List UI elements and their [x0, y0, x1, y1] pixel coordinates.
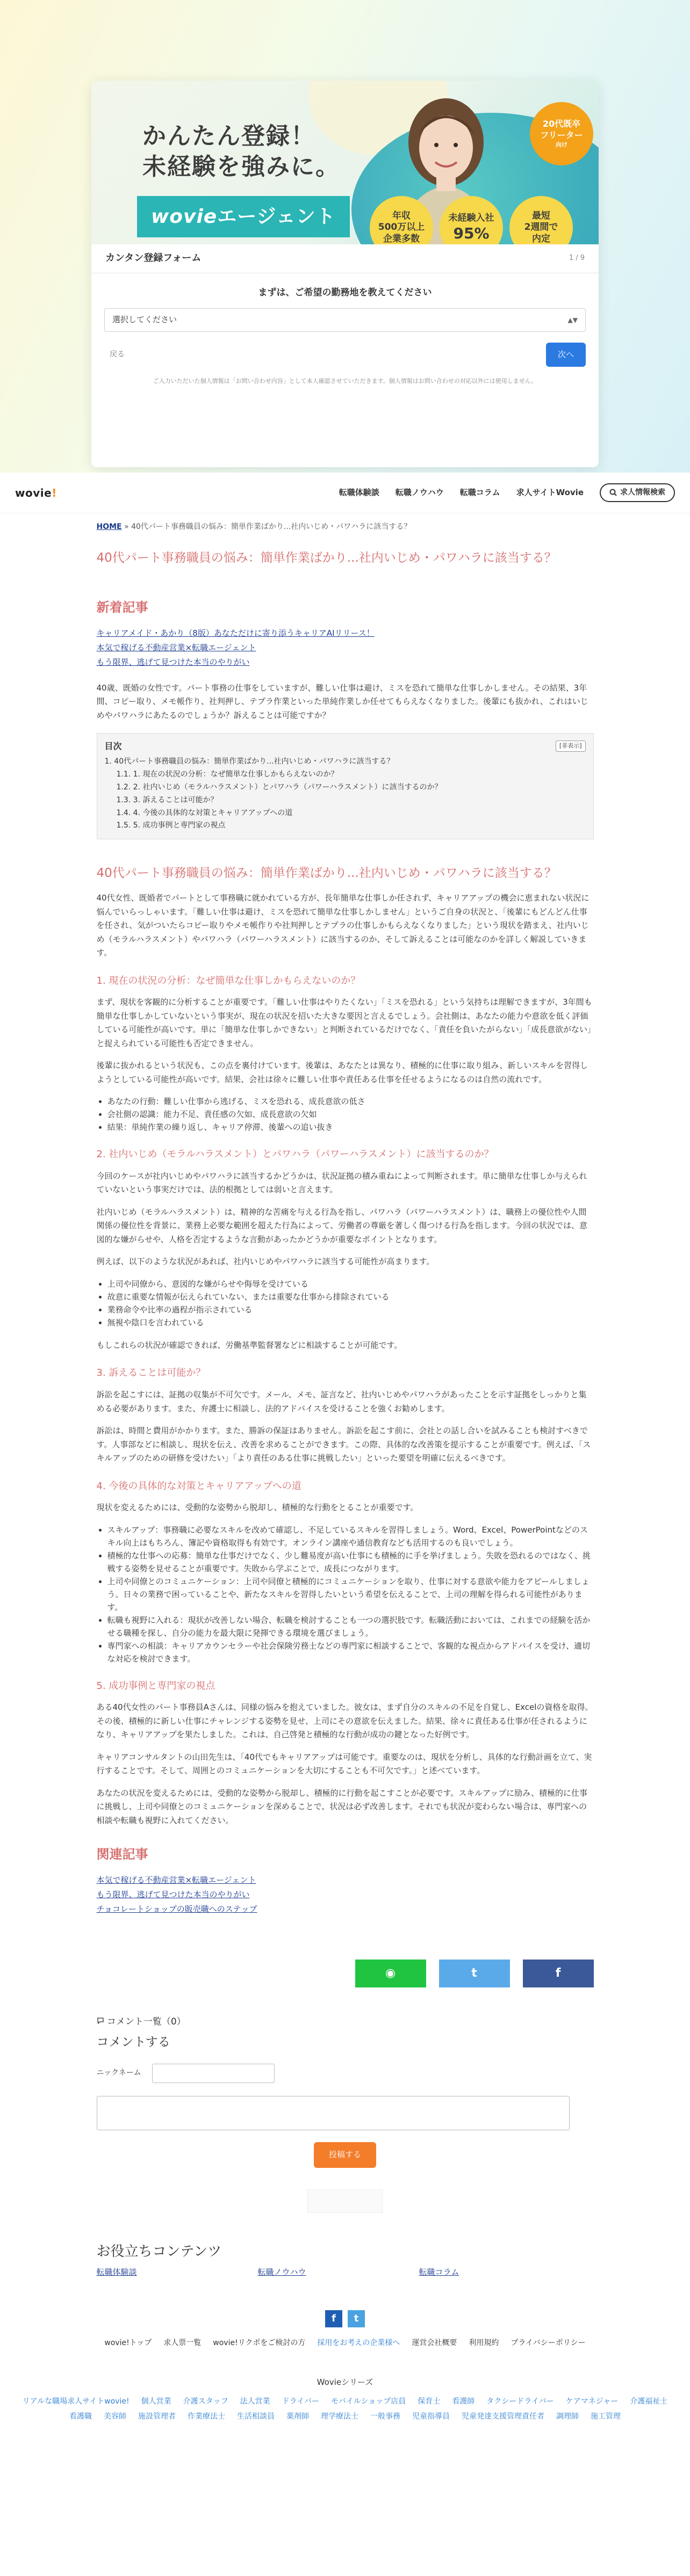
useful-link[interactable]: 転職ノウハウ [257, 2267, 306, 2277]
toc-link[interactable]: 1.3. 3. 訴えることは可能か？ [116, 795, 218, 804]
footer-social [0, 2310, 690, 2327]
main-nav [339, 483, 675, 503]
toc-link[interactable]: 1. 40代パート事務職員の悩み：簡単作業ばかり...社内いじめ・パワハラに該当する？ [104, 757, 394, 766]
banner-title-line: 未経験を強みに。 [142, 153, 340, 181]
toc-toggle-button[interactable]: [非表示] [556, 741, 586, 752]
share-line-button[interactable] [355, 1960, 426, 1987]
facebook-icon: f [555, 1967, 561, 1980]
article-paragraph: 40代女性、既婚者でパートとして事務職に就かれている方が、長年簡単な仕事しか任されず、キャリアアップの機会に恵まれない状況に悩んでいらっしゃいます。「難しい仕事は避け、ミスを恐れて簡単な仕事しかしません」というご自身の状況と、「後輩にもどんどん仕事を任され、気がついたらコピー取りやメモ帳作りや社判押しとテプラの仕事しかもらえなくなりました」という現状を踏まえ、社内いじめ（モラルハラスメント）やパワハラ（パワーハラスメント）に該当するのか、そして訴えることは可能なのかを詳しく解説していきます。 [96, 893, 590, 958]
logo-excl: ! [52, 486, 57, 499]
list-item: • 上司や同僚から、意図的な嫌がらせや侮辱を受けている [107, 1278, 594, 1290]
footer-link[interactable]: プライバシーポリシー [511, 2339, 586, 2348]
list-item: • あなたの行動：難しい仕事から逃げる、ミスを恐れる、成長意欲の低さ [107, 1095, 594, 1108]
toc-link[interactable]: 1.5. 5. 成功事例と専門家の視点 [116, 821, 226, 830]
badge-text: 年収 [392, 211, 411, 222]
facebook-icon[interactable]: f [325, 2310, 342, 2327]
hero-section [0, 0, 690, 473]
series-link[interactable]: 調理師 [556, 2412, 579, 2421]
twitter-icon[interactable]: t [348, 2310, 365, 2327]
list-item: • 業務命令や比率の過程が指示されている [107, 1303, 594, 1316]
article-heading: 40代パート事務職員の悩み：簡単作業ばかり...社内いじめ・パワハラに該当する？ [96, 866, 557, 881]
badge-text: 最短 [532, 211, 550, 222]
footer-link[interactable]: 利用規約 [469, 2339, 499, 2348]
toc-link[interactable]: 1.2. 2. 社内いじめ（モラルハラスメント）とパワハラ（パワーハラスメント）に該当するのか？ [116, 782, 442, 792]
nav-item-knowhow[interactable]: 転職ノウハウ [395, 487, 444, 497]
article-paragraph: 訴訟は、時間と費用がかかります。また、勝訴の保証はありません。訴訟を起こす前に、会社との話し合いを試みることも検討すべきです。人事部などに相談し、現状を伝え、改善を求めることができます。この際、具体的な改善策を提示することが重要です。例えば、「スキルアップのための研修を受けたい」「より責任のある仕事に挑戦したい」といった要望を明確に伝えるべきです。 [96, 1426, 591, 1463]
series-link[interactable]: 薬剤師 [286, 2412, 309, 2421]
comment-icon [97, 2017, 104, 2024]
series-link[interactable]: ケアマネジャー [565, 2397, 619, 2406]
article-paragraph: まず、現状を客観的に分析することが重要です。「難しい仕事はやりたくない」「ミスを恐れる」という気持ちは理解できますが、3年間も簡単な仕事しかしていないという事実が、現在の状況を招いた大きな要因と言えるでしょう。会社側は、あなたの能力や意欲を低く評価している可能性が高いです。単に「簡単な仕事しかできない」と判断されているだけでなく、「責任を負いたがらない」「成長意欲がない」と捉えられている可能性も否定できません。 [96, 997, 592, 1048]
section-heading: 1. 現在の状況の分析：なぜ簡単な仕事しかもらえないのか？ [96, 975, 361, 986]
footer-link[interactable]: 運営会社概要 [412, 2339, 457, 2348]
badge-target [530, 102, 593, 165]
series-link[interactable]: 児童指導員 [412, 2412, 450, 2421]
new-articles-heading: 新着記事 [96, 599, 148, 615]
toc-item[interactable] [105, 794, 586, 807]
series-link[interactable]: 看護職 [69, 2412, 92, 2421]
logo-text: wovie [15, 486, 52, 499]
series-link[interactable]: 理学療法士 [321, 2412, 358, 2421]
series-link[interactable]: 看護師 [452, 2397, 475, 2406]
series-link[interactable]: 介護福祉士 [630, 2397, 668, 2406]
list-item: • スキルアップ：事務職に必要なスキルを改めて確認し、不足しているスキルを習得しましょう。Word、Excel、PowerPointなどのスキル向上はもちろん、簿記や資格取得も有効です。オンライン講座や通信教育なども活用するのも良いでしょう。 [107, 1523, 594, 1549]
form-body [91, 273, 599, 398]
useful-content [97, 2240, 594, 2280]
list-item: • 上司や同僚とのコミュニケーション：上司や同僚と積極的にコミュニケーションを取り、仕事に対する意欲や能力をアピールしましょう。日々の業務で困っていることや、新たなスキルを習得したいという希望を伝えることで、上司の理解を得られる可能性があります。 [107, 1575, 594, 1614]
footer-link[interactable]: wovie!リクポをご検討の方 [213, 2339, 306, 2348]
page-title: 40代パート事務職員の悩み：簡単作業ばかり...社内いじめ・パワハラに該当する？ [96, 550, 557, 565]
toc-link[interactable]: 1.1. 1. 現在の状況の分析：なぜ簡単な仕事しかもらえないのか？ [116, 770, 339, 779]
share-buttons [97, 1960, 594, 1987]
useful-link[interactable]: 転職体験談 [96, 2267, 137, 2277]
badge-value: 95% [453, 224, 490, 243]
table-of-contents [97, 733, 594, 839]
list-item: • 故意に重要な情報が伝えられていない、または重要な仕事から排除されている [107, 1290, 594, 1303]
brand-latin: wovie [151, 206, 218, 228]
useful-heading: お役立ちコンテンツ [96, 2243, 222, 2260]
list-item: • 無視や陰口を言われている [107, 1316, 594, 1329]
series-link[interactable]: 児童発達支援管理責任者 [462, 2412, 544, 2421]
badge-text: 向け [556, 141, 567, 148]
article-paragraph: 後輩に抜かれるという状況も、この点を裏付けています。後輩は、あなたとは異なり、積極的に仕事に取り組み、新しいスキルを習得しようとしている可能性が高いです。結果、会社は徐々に難しい仕事や責任ある仕事を任せるようになるのは自然の流れです。 [96, 1061, 588, 1084]
section-heading: 2. 社内いじめ（モラルハラスメント）とパワハラ（パワーハラスメント）に該当するのか？ [96, 1149, 494, 1160]
site-footer [0, 2310, 690, 2434]
toc-item[interactable] [105, 756, 586, 768]
comments-section [97, 2014, 594, 2212]
series-link[interactable]: 個人営業 [141, 2397, 171, 2406]
toc-list [105, 756, 586, 832]
list-item: • 転職も視野に入れる：現状が改善しない場合、転職を検討することも一つの選択肢です。転職活動においては、これまでの経験を活かせる職種を探し、自分の能力を最大限に発揮できる環境を選びましょう。 [107, 1614, 594, 1639]
select-value: 選択してください [112, 315, 177, 325]
comments-count-label: コメント一覧（0） [106, 2016, 186, 2028]
badge-text: 20代既卒 [542, 119, 581, 129]
form-title: カンタン登録フォーム [105, 252, 202, 264]
signup-card [91, 81, 599, 467]
banner-title-line: かんたん登録！ [142, 122, 315, 150]
article-paragraph: 今回のケースが社内いじめやパワハラに該当するかどうかは、状況証拠の積み重ねによって判断されます。単に簡単な仕事しか与えられていないという事実だけでは、法的根拠としては弱いと言えます。 [96, 1171, 587, 1195]
main-content [97, 513, 594, 2279]
toc-title: 目次 [104, 741, 122, 752]
toc-item[interactable] [105, 819, 586, 832]
agent-banner[interactable] [91, 81, 599, 244]
share-twitter-button[interactable] [439, 1960, 510, 1987]
useful-links [97, 2266, 594, 2280]
list-item: • 専門家への相談：キャリアカウンセラーや社会保険労務士などの専門家に相談することで、客観的な視点からアドバイスを受け、適切な対応を検討できます。 [107, 1639, 594, 1665]
next-button[interactable]: 次へ [546, 343, 586, 367]
badge-text: 企業多数 [383, 233, 420, 244]
footer-link[interactable]: wovie!トップ [104, 2339, 152, 2348]
form-step: 1 / 9 [569, 254, 585, 263]
breadcrumb [97, 521, 594, 534]
series-link[interactable]: タクシードライバー [486, 2397, 554, 2406]
list-item: • 積極的な仕事への応募：簡単な仕事だけでなく、少し難易度が高い仕事にも積極的に手を挙げましょう。失敗を恐れるのではなく、挑戦する姿勢を見せることが重要です。失敗から学ぶことで、成長につながります。 [107, 1549, 594, 1575]
bullet-list [100, 1095, 594, 1134]
form-privacy-note: ご入力いただいた個人情報は「お問い合わせ内容」として本人確認させていただきます。個人情報はお問い合わせの対応以外には使用しません。 [153, 378, 537, 385]
related-link[interactable]: もう限界、逃げて見つけた本当のやりがい [96, 1890, 250, 1900]
toc-link[interactable]: 1.4. 4. 今後の具体的な対策とキャリアアップへの道 [116, 808, 293, 817]
series-links [12, 2396, 678, 2434]
toc-item[interactable] [105, 807, 586, 820]
site-header [0, 473, 690, 513]
badge-text: 2週間で [524, 222, 558, 233]
nav-item-wovie-site[interactable]: 求人サイトWovie [516, 487, 584, 497]
breadcrumb-current: 40代パート事務職員の悩み：簡単作業ばかり...社内いじめ・パワハラに該当する？ [131, 523, 412, 531]
article-paragraph: 社内いじめ（モラルハラスメント）は、精神的な苦痛を与える行為を指し、パワハラ（パワーハラスメント）は、職務上の優位性や人間関係の優位性を背景に、業務上必要な範囲を超えた行為によって、労働者の尊厳を著しく傷つける行為を指します。今回の状況では、意図的な嫌がらせや、人格を否定するような言動があったかどうかが重要なポイントとなります。 [96, 1207, 588, 1244]
comment-form-heading: コメントする [96, 2035, 170, 2049]
share-facebook-button[interactable] [523, 1960, 594, 1987]
line-icon: ◉ [385, 1967, 396, 1980]
series-link[interactable]: 作業療法士 [188, 2412, 225, 2421]
series-link[interactable]: リアルな職場求人サイトwovie! [22, 2397, 130, 2406]
series-heading: Wovieシリーズ [317, 2377, 373, 2387]
nickname-label: ニックネーム [96, 2069, 141, 2078]
new-article-link[interactable]: キャリアメイド・あかり（8版）あなただけに寄り添うキャリアAIリリース！ [96, 628, 375, 638]
brand-jp: エージェント [217, 206, 336, 228]
breadcrumb-home[interactable]: HOME [96, 523, 122, 531]
series-link[interactable]: 施設管理者 [138, 2412, 176, 2421]
section-heading: 3. 訴えることは可能か？ [96, 1367, 206, 1379]
chevron-down-icon: ▲▼ [567, 316, 578, 324]
badge-text: フリーター [540, 129, 583, 140]
series-link[interactable]: 生活相談員 [237, 2412, 275, 2421]
related-heading: 関連記事 [96, 1847, 148, 1862]
bullet-list [100, 1523, 594, 1665]
breadcrumb-separator: » [124, 523, 129, 531]
new-article-link[interactable]: 本気で稼げる不動産営業×転職エージェント [96, 642, 256, 652]
submit-wrap [97, 2142, 594, 2168]
search-icon [609, 489, 617, 496]
related-list [97, 1873, 594, 1917]
badge-text: 内定 [532, 233, 550, 244]
nickname-input[interactable] [152, 2064, 275, 2083]
nav-item-experiences[interactable]: 転職体験談 [339, 487, 379, 497]
form-actions [104, 343, 586, 367]
list-item: • 結果：単純作業の繰り返し、キャリア停滞、後輩への追い抜き [107, 1121, 594, 1134]
list-item: • 会社側の認識：能力不足、責任感の欠如、成長意欲の欠如 [107, 1108, 594, 1121]
article-paragraph: ある40代女性のパート事務員Aさんは、同様の悩みを抱えていました。彼女は、まず自分のスキルの不足を自覚し、Excelの資格を取得。その後、積極的に新しい仕事にチャレンジする姿勢を見せ、上司にその意欲を伝えました。結果、徐々に責任ある仕事が任されるようになり、キャリアアップを果たしました。これは、自己啓発と積極的な行動が成功の鍵となった好例です。 [96, 1702, 593, 1740]
submit-comment-button[interactable]: 投稿する [314, 2142, 376, 2168]
footer-link[interactable]: 採用をお考えの企業様へ [317, 2339, 400, 2348]
article-body [97, 863, 594, 1827]
article-paragraph: 例えば、以下のような状況があれば、社内いじめやパワハラに該当する可能性が高まります。 [96, 1257, 435, 1267]
job-search-label: 求人情報検索 [620, 488, 665, 497]
toc-item[interactable] [105, 781, 586, 794]
nav-item-column[interactable]: 転職コラム [459, 487, 500, 497]
article-paragraph: キャリアコンサルタントの山田先生は、「40代でもキャリアアップは可能です。重要なのは、現状を分析し、具体的な行動計画を立て、実行することです。そして、周囲とのコミュニケーションを大切にすることも不可欠です。」と述べています。 [96, 1752, 592, 1776]
form-question: まずは、ご希望の勤務地を教えてください [258, 287, 432, 298]
new-article-link[interactable]: もう限界、逃げて見つけた本当のやりがい [96, 657, 250, 667]
back-button[interactable]: 戻る [110, 350, 125, 359]
comments-count [97, 2014, 594, 2030]
toc-item[interactable] [105, 768, 586, 781]
section-heading: 4. 今後の具体的な対策とキャリアアップへの道 [96, 1480, 301, 1492]
series-link[interactable]: 美容師 [104, 2412, 126, 2421]
badge-text: 500万以上 [378, 222, 425, 233]
article-paragraph: あなたの状況を変えるためには、受動的な姿勢から脱却し、積極的に行動を起こすことが必要です。スキルアップに励み、積極的に仕事に挑戦し、上司や同僚とのコミュニケーションを深めることで、状況は必ず改善します。それでも状況が変わらない場合は、専門家への相談や転職も視野に入れてください。 [96, 1788, 588, 1825]
article-paragraph: 訴訟を起こすには、証拠の収集が不可欠です。メール、メモ、証言など、社内いじめやパワハラがあったことを示す証拠をしっかりと集める必要があります。また、弁護士に相談し、法的アドバイスを受けることを強くお勧めします。 [96, 1390, 587, 1413]
footer-links [0, 2337, 690, 2350]
series-link[interactable]: 介護スタッフ [183, 2397, 228, 2406]
form-header [91, 244, 599, 273]
article-paragraph: もしこれらの状況が確認できれば、労働基準監督署などに相談することが可能です。 [96, 1340, 402, 1350]
job-search-button[interactable] [600, 483, 675, 503]
related-link[interactable]: チョコレートショップの販売職へのステップ [96, 1904, 257, 1914]
series-link[interactable]: 法人営業 [240, 2397, 270, 2406]
related-link[interactable]: 本気で稼げる不動産営業×転職エージェント [96, 1875, 256, 1885]
comment-textarea[interactable] [97, 2096, 570, 2130]
series-link[interactable]: 一般事務 [370, 2412, 400, 2421]
question-intro: 40歳、既婚の女性です。パート事務の仕事をしていますが、難しい仕事は避け、ミスを恐れて簡単な仕事しかしません。その結果、3年間、コピー取り、メモ帳作り、社判押し、テプラ作業といった単純作業しか任せてもらえなくなりました。後輩にも抜かれ、これはいじめやパワハラにあたるのでしょうか？訴えることは可能ですか？ [96, 683, 588, 720]
useful-link[interactable]: 転職コラム [419, 2267, 459, 2277]
article-paragraph: 現状を変えるためには、受動的な姿勢から脱却し、積極的な行動をとることが重要です。 [96, 1503, 419, 1513]
banner-title [142, 121, 340, 182]
series-link[interactable]: モバイルショップ店員 [330, 2397, 406, 2406]
badge-text: 未経験入社 [448, 212, 494, 223]
series-link[interactable]: 保育士 [418, 2397, 441, 2406]
footer-link[interactable]: 求人票一覧 [163, 2339, 202, 2348]
nickname-row [97, 2064, 594, 2083]
bullet-list [100, 1278, 594, 1329]
new-articles-list [97, 626, 594, 670]
toc-header [105, 739, 586, 753]
location-select[interactable] [104, 308, 586, 332]
section-heading: 5. 成功事例と専門家の視点 [96, 1680, 215, 1692]
banner-brand [137, 196, 350, 237]
site-logo[interactable] [15, 484, 57, 502]
series-link[interactable]: 施工管理 [591, 2412, 621, 2421]
captcha-box[interactable] [307, 2189, 383, 2213]
twitter-icon: t [471, 1967, 477, 1980]
series-link[interactable]: ドライバー [282, 2397, 319, 2406]
